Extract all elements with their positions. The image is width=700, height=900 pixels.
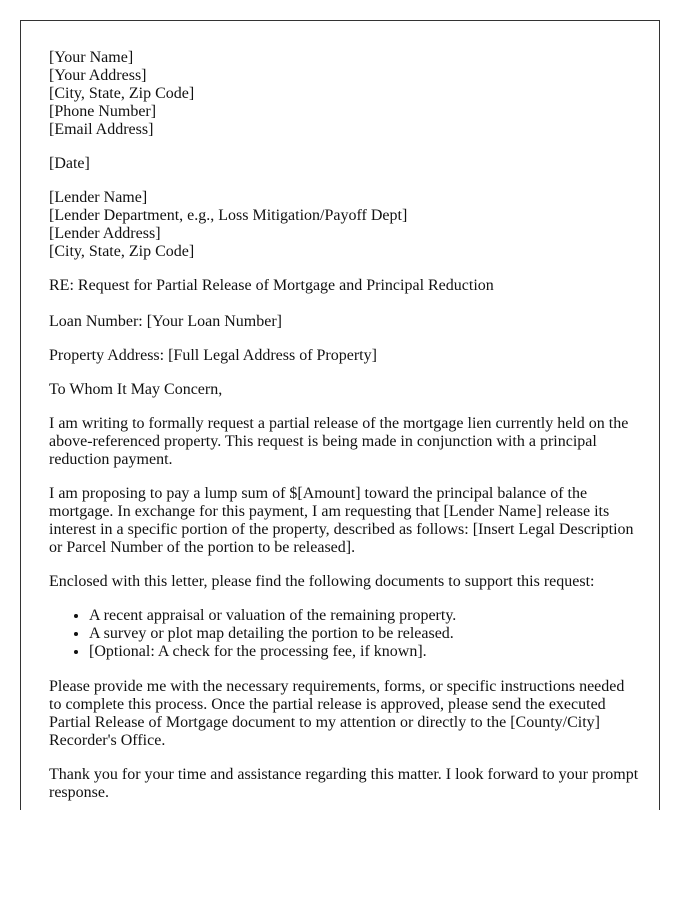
list-item: • [Optional: A check for the processing fee, if known]. xyxy=(89,643,639,661)
lender-address: [Lender Address] xyxy=(49,225,161,242)
salutation: To Whom It May Concern, xyxy=(49,381,223,398)
body-paragraph-2: I am proposing to pay a lump sum of $[Amount] toward the principal balance of the mortgage. In exchange for this payment, I am requesting that [Lender Name] release its interest in a specific portion of the property, described as follows: [Insert Legal Description or Parcel Number of the portion to be released]. xyxy=(49,485,634,556)
closing-paragraph-1: Please provide me with the necessary requirements, forms, or specific instructions needed to complete this process. Once the partial release is approved, please send the executed Partial Release of Mortgage document to my attention or directly to the [County/City] Recorder's Office. xyxy=(49,678,625,749)
list-item: • A recent appraisal or valuation of the remaining property. xyxy=(89,607,639,625)
loan-number: Loan Number: [Your Loan Number] xyxy=(49,313,282,330)
property-address: Property Address: [Full Legal Address of Property] xyxy=(49,347,377,364)
letter-body xyxy=(49,49,639,810)
enclosures-list xyxy=(49,607,639,661)
sender-phone: [Phone Number] xyxy=(49,103,157,120)
recipient-block xyxy=(49,189,639,261)
letter-date: [Date] xyxy=(49,155,90,172)
sender-email: [Email Address] xyxy=(49,121,154,138)
enclosures-intro: Enclosed with this letter, please find the following documents to support this request: xyxy=(49,573,595,590)
list-item: • A survey or plot map detailing the portion to be released. xyxy=(89,625,639,643)
letter-page xyxy=(20,20,660,810)
sender-address: [Your Address] xyxy=(49,67,147,84)
closing-paragraph-2: Thank you for your time and assistance regarding this matter. I look forward to your prompt response. xyxy=(49,766,639,801)
body-paragraph-1: I am writing to formally request a partial release of the mortgage lien currently held on the above-referenced property. This request is being made in conjunction with a principal reduction payment. xyxy=(49,415,629,468)
lender-city-state-zip: [City, State, Zip Code] xyxy=(49,243,195,260)
sender-block xyxy=(49,49,639,139)
sender-name: [Your Name] xyxy=(49,49,134,66)
sender-city-state-zip: [City, State, Zip Code] xyxy=(49,85,195,102)
subject-line: RE: Request for Partial Release of Mortgage and Principal Reduction xyxy=(49,277,494,294)
date-block xyxy=(49,155,639,173)
lender-name: [Lender Name] xyxy=(49,189,148,206)
lender-department: [Lender Department, e.g., Loss Mitigation/Payoff Dept] xyxy=(49,207,408,224)
